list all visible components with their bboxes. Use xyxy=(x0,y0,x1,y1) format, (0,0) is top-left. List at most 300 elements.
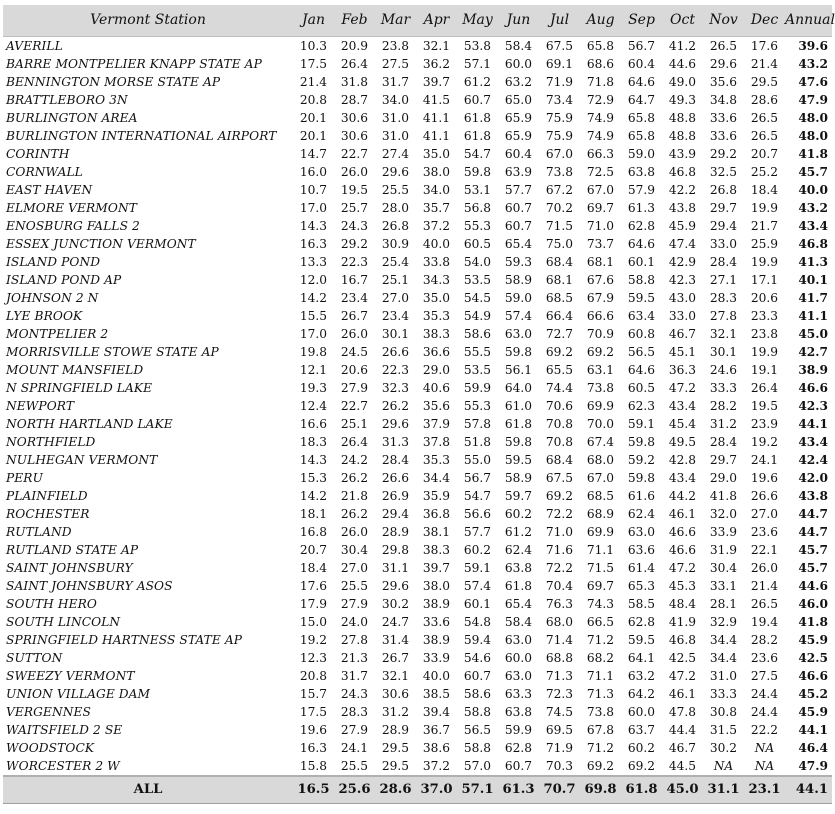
month-value: 65.4 xyxy=(504,596,533,611)
month-value: 20.1 xyxy=(299,128,328,143)
month-value: 54.5 xyxy=(463,290,492,305)
month-value: 65.9 xyxy=(504,110,533,125)
month-value: 19.9 xyxy=(750,344,779,359)
month-value: 66.4 xyxy=(545,308,574,323)
month-value: 35.6 xyxy=(422,398,451,413)
month-value: 45.3 xyxy=(668,578,697,593)
month-value: 67.6 xyxy=(586,272,615,287)
station-name: ROCHESTER xyxy=(6,506,90,521)
month-value: 17.1 xyxy=(750,272,779,287)
month-value: 59.4 xyxy=(463,632,492,647)
total-month-value: 61.8 xyxy=(621,776,662,804)
month-value: 27.0 xyxy=(750,506,779,521)
month-value: 54.7 xyxy=(463,146,492,161)
month-value: 55.5 xyxy=(463,344,492,359)
month-value: 63.4 xyxy=(627,308,656,323)
annual-value: 42.0 xyxy=(798,470,828,485)
month-value: 57.8 xyxy=(463,416,492,431)
month-value: 69.1 xyxy=(545,56,574,71)
month-value: 32.9 xyxy=(709,614,738,629)
month-value: 69.7 xyxy=(586,200,615,215)
month-value: 61.6 xyxy=(627,488,656,503)
month-value: 25.1 xyxy=(340,416,369,431)
header-month: Mar xyxy=(375,5,416,36)
month-value: 64.2 xyxy=(627,686,656,701)
annual-value: 44.1 xyxy=(798,416,828,431)
month-value: 13.3 xyxy=(299,254,328,269)
month-value: 71.3 xyxy=(545,668,574,683)
month-value: 19.5 xyxy=(340,182,369,197)
table-row xyxy=(3,667,832,685)
month-value: 27.5 xyxy=(381,56,410,71)
month-value: 60.5 xyxy=(627,380,656,395)
month-value: 29.8 xyxy=(381,542,410,557)
month-value: 24.0 xyxy=(340,614,369,629)
month-value: 53.1 xyxy=(463,182,492,197)
month-value: 57.4 xyxy=(463,578,492,593)
total-month-value: 61.3 xyxy=(498,776,539,804)
month-value: 60.7 xyxy=(504,218,533,233)
table-header xyxy=(3,5,835,36)
month-value: 36.6 xyxy=(422,344,451,359)
month-value: 28.7 xyxy=(340,92,369,107)
month-value: 42.5 xyxy=(668,650,697,665)
month-value: 40.0 xyxy=(422,236,451,251)
month-value: 17.9 xyxy=(299,596,328,611)
month-value: 74.4 xyxy=(545,380,574,395)
station-name: PLAINFIELD xyxy=(6,488,88,503)
month-value: 33.3 xyxy=(709,380,738,395)
month-value: 71.5 xyxy=(545,218,574,233)
month-value: 14.2 xyxy=(299,488,328,503)
month-value: 24.2 xyxy=(340,452,369,467)
month-value: 44.5 xyxy=(668,758,697,773)
annual-value: 48.0 xyxy=(798,128,828,143)
month-value: 59.5 xyxy=(504,452,533,467)
month-value: 19.8 xyxy=(299,344,328,359)
month-value: 18.3 xyxy=(299,434,328,449)
table-row xyxy=(3,487,832,505)
month-value: 39.4 xyxy=(422,704,451,719)
month-value: 17.6 xyxy=(299,578,328,593)
month-value: 32.3 xyxy=(381,380,410,395)
month-value: 63.7 xyxy=(627,722,656,737)
month-value: 36.3 xyxy=(668,362,697,377)
station-name: NULHEGAN VERMONT xyxy=(6,452,158,467)
month-value: NA xyxy=(754,758,775,773)
month-value: 36.2 xyxy=(422,56,451,71)
table-row xyxy=(3,127,832,145)
month-value: 72.2 xyxy=(545,506,574,521)
station-name: MORRISVILLE STOWE STATE AP xyxy=(6,344,219,359)
annual-value: 39.6 xyxy=(798,38,828,53)
month-value: 31.7 xyxy=(340,668,369,683)
month-value: 34.4 xyxy=(709,632,738,647)
month-value: 14.3 xyxy=(299,218,328,233)
month-value: 41.8 xyxy=(709,488,738,503)
month-value: 19.2 xyxy=(750,434,779,449)
month-value: 10.7 xyxy=(299,182,328,197)
month-value: 74.9 xyxy=(586,128,615,143)
month-value: 60.8 xyxy=(627,326,656,341)
month-value: 47.8 xyxy=(668,704,697,719)
table-row xyxy=(3,469,832,487)
station-name: PERU xyxy=(6,470,43,485)
month-value: 55.3 xyxy=(463,218,492,233)
month-value: 28.3 xyxy=(340,704,369,719)
header-month: Dec xyxy=(744,5,785,36)
month-value: 63.2 xyxy=(627,668,656,683)
month-value: 58.8 xyxy=(463,704,492,719)
month-value: 18.4 xyxy=(750,182,779,197)
month-value: 59.8 xyxy=(504,434,533,449)
month-value: 26.6 xyxy=(750,488,779,503)
month-value: 12.3 xyxy=(299,650,328,665)
month-value: 33.6 xyxy=(422,614,451,629)
month-value: 57.9 xyxy=(627,182,656,197)
month-value: 60.2 xyxy=(627,740,656,755)
month-value: 65.3 xyxy=(627,578,656,593)
month-value: 58.9 xyxy=(504,470,533,485)
month-value: 16.3 xyxy=(299,740,328,755)
month-value: 59.1 xyxy=(463,560,492,575)
month-value: 63.8 xyxy=(627,164,656,179)
month-value: 32.1 xyxy=(422,38,451,53)
month-value: 34.0 xyxy=(422,182,451,197)
month-value: 26.4 xyxy=(340,56,369,71)
month-value: 27.9 xyxy=(340,596,369,611)
month-value: 49.3 xyxy=(668,92,697,107)
month-value: 65.4 xyxy=(504,236,533,251)
total-row xyxy=(3,776,832,804)
month-value: 29.5 xyxy=(381,740,410,755)
table-row xyxy=(3,91,832,109)
station-name: N SPRINGFIELD LAKE xyxy=(6,380,153,395)
month-value: 69.2 xyxy=(586,344,615,359)
month-value: 41.5 xyxy=(422,92,451,107)
station-name: MONTPELIER 2 xyxy=(6,326,109,341)
month-value: 29.4 xyxy=(381,506,410,521)
month-value: 29.2 xyxy=(340,236,369,251)
month-value: 32.0 xyxy=(709,506,738,521)
month-value: 15.7 xyxy=(299,686,328,701)
month-value: 29.6 xyxy=(381,416,410,431)
month-value: 35.9 xyxy=(422,488,451,503)
month-value: 59.2 xyxy=(627,452,656,467)
station-name: NEWPORT xyxy=(6,398,75,413)
month-value: 67.2 xyxy=(545,182,574,197)
month-value: 22.7 xyxy=(340,398,369,413)
station-name: ESSEX JUNCTION VERMONT xyxy=(6,236,196,251)
month-value: 67.0 xyxy=(545,146,574,161)
month-value: 69.9 xyxy=(586,398,615,413)
month-value: 26.8 xyxy=(381,218,410,233)
table-row xyxy=(3,505,832,523)
month-value: 15.8 xyxy=(299,758,328,773)
month-value: 54.8 xyxy=(463,614,492,629)
month-value: 66.5 xyxy=(586,614,615,629)
month-value: 23.3 xyxy=(750,308,779,323)
total-month-value: 37.0 xyxy=(416,776,457,804)
month-value: 44.6 xyxy=(668,56,697,71)
month-value: 75.9 xyxy=(545,110,574,125)
month-value: 71.3 xyxy=(586,686,615,701)
month-value: 34.3 xyxy=(422,272,451,287)
table-row xyxy=(3,721,832,739)
month-value: 30.6 xyxy=(340,110,369,125)
station-name: BRATTLEBORO 3N xyxy=(6,92,128,107)
header-annual: Annual xyxy=(785,5,832,36)
month-value: 42.9 xyxy=(668,254,697,269)
month-value: 33.8 xyxy=(422,254,451,269)
month-value: 26.5 xyxy=(750,128,779,143)
month-value: 29.6 xyxy=(381,164,410,179)
month-value: 27.8 xyxy=(709,308,738,323)
month-value: 19.6 xyxy=(750,470,779,485)
month-value: 61.4 xyxy=(627,560,656,575)
month-value: 54.6 xyxy=(463,650,492,665)
month-value: 74.3 xyxy=(586,596,615,611)
month-value: 15.5 xyxy=(299,308,328,323)
month-value: 59.9 xyxy=(463,380,492,395)
annual-value: 45.9 xyxy=(798,704,828,719)
month-value: 56.1 xyxy=(504,362,533,377)
annual-value: 42.5 xyxy=(798,650,828,665)
month-value: 71.5 xyxy=(586,560,615,575)
month-value: 21.8 xyxy=(340,488,369,503)
month-value: 68.1 xyxy=(545,272,574,287)
month-value: 27.9 xyxy=(340,722,369,737)
table-row xyxy=(3,73,832,91)
month-value: 64.7 xyxy=(627,92,656,107)
month-value: 68.9 xyxy=(586,506,615,521)
table-row xyxy=(3,235,832,253)
month-value: 23.8 xyxy=(750,326,779,341)
month-value: 16.7 xyxy=(340,272,369,287)
month-value: 28.9 xyxy=(381,722,410,737)
station-name: UNION VILLAGE DAM xyxy=(6,686,151,701)
month-value: 19.1 xyxy=(750,362,779,377)
month-value: 38.0 xyxy=(422,164,451,179)
annual-value: 46.4 xyxy=(798,740,828,755)
month-value: 31.9 xyxy=(709,542,738,557)
annual-value: 42.4 xyxy=(798,452,828,467)
station-name: CORINTH xyxy=(6,146,70,161)
station-name: SUTTON xyxy=(6,650,63,665)
header-month: Sep xyxy=(621,5,662,36)
month-value: 32.1 xyxy=(709,326,738,341)
station-name: SAINT JOHNSBURY xyxy=(6,560,133,575)
month-value: 30.2 xyxy=(709,740,738,755)
station-name: BURLINGTON AREA xyxy=(6,110,138,125)
month-value: 21.4 xyxy=(299,74,328,89)
month-value: 73.8 xyxy=(586,704,615,719)
month-value: 30.2 xyxy=(381,596,410,611)
table-row xyxy=(3,199,832,217)
month-value: 60.7 xyxy=(504,200,533,215)
month-value: 20.8 xyxy=(299,92,328,107)
month-value: 60.0 xyxy=(504,650,533,665)
month-value: 62.8 xyxy=(627,614,656,629)
month-value: 56.7 xyxy=(627,38,656,53)
month-value: 69.5 xyxy=(545,722,574,737)
table-row xyxy=(3,325,832,343)
month-value: 22.2 xyxy=(750,722,779,737)
month-value: 71.4 xyxy=(545,632,574,647)
month-value: 63.2 xyxy=(504,74,533,89)
annual-value: 46.0 xyxy=(798,596,828,611)
month-value: 55.3 xyxy=(463,398,492,413)
month-value: 24.6 xyxy=(709,362,738,377)
month-value: 63.0 xyxy=(504,668,533,683)
month-value: 63.1 xyxy=(586,362,615,377)
month-value: 38.5 xyxy=(422,686,451,701)
month-value: 16.6 xyxy=(299,416,328,431)
month-value: 64.6 xyxy=(627,74,656,89)
month-value: 19.4 xyxy=(750,614,779,629)
month-value: 31.0 xyxy=(381,110,410,125)
annual-value: 42.3 xyxy=(798,398,828,413)
month-value: 69.2 xyxy=(545,344,574,359)
month-value: 64.6 xyxy=(627,362,656,377)
station-name: SOUTH LINCOLN xyxy=(6,614,121,629)
table-row xyxy=(3,685,832,703)
month-value: 12.0 xyxy=(299,272,328,287)
month-value: 59.0 xyxy=(627,146,656,161)
month-value: 31.3 xyxy=(381,434,410,449)
month-value: 56.6 xyxy=(463,506,492,521)
annual-value: 41.1 xyxy=(798,308,828,323)
month-value: 25.9 xyxy=(750,236,779,251)
month-value: 60.0 xyxy=(504,56,533,71)
month-value: 25.7 xyxy=(340,200,369,215)
station-name: AVERILL xyxy=(6,38,63,53)
month-value: 34.4 xyxy=(709,650,738,665)
month-value: 17.5 xyxy=(299,704,328,719)
month-value: 31.2 xyxy=(381,704,410,719)
total-month-value: 57.1 xyxy=(457,776,498,804)
month-value: 27.1 xyxy=(709,272,738,287)
month-value: 69.9 xyxy=(586,524,615,539)
month-value: 68.6 xyxy=(586,56,615,71)
month-value: 26.7 xyxy=(381,650,410,665)
month-value: 21.4 xyxy=(750,56,779,71)
month-value: 60.5 xyxy=(463,236,492,251)
month-value: 23.6 xyxy=(750,650,779,665)
month-value: 29.7 xyxy=(709,200,738,215)
table-row xyxy=(3,361,832,379)
station-name: RUTLAND STATE AP xyxy=(6,542,139,557)
month-value: 59.8 xyxy=(504,344,533,359)
month-value: 75.9 xyxy=(545,128,574,143)
month-value: 20.7 xyxy=(299,542,328,557)
month-value: 69.7 xyxy=(586,578,615,593)
month-value: 73.8 xyxy=(545,164,574,179)
month-value: 59.0 xyxy=(504,290,533,305)
month-value: 68.8 xyxy=(545,650,574,665)
month-value: 72.7 xyxy=(545,326,574,341)
month-value: 25.5 xyxy=(340,578,369,593)
month-value: 56.5 xyxy=(463,722,492,737)
month-value: 47.2 xyxy=(668,668,697,683)
month-value: 28.4 xyxy=(709,254,738,269)
table-row xyxy=(3,289,832,307)
month-value: 70.6 xyxy=(545,398,574,413)
month-value: 23.8 xyxy=(381,38,410,53)
month-value: 70.8 xyxy=(545,416,574,431)
month-value: 60.2 xyxy=(504,506,533,521)
month-value: 37.8 xyxy=(422,434,451,449)
month-value: 25.1 xyxy=(381,272,410,287)
month-value: 70.8 xyxy=(545,434,574,449)
annual-value: 45.9 xyxy=(798,632,828,647)
month-value: 60.7 xyxy=(504,758,533,773)
total-month-value: 16.5 xyxy=(293,776,334,804)
month-value: 17.6 xyxy=(750,38,779,53)
month-value: 30.1 xyxy=(709,344,738,359)
month-value: 62.3 xyxy=(627,398,656,413)
month-value: 41.2 xyxy=(668,38,697,53)
month-value: 68.2 xyxy=(586,650,615,665)
station-name: NORTHFIELD xyxy=(6,434,96,449)
month-value: 59.8 xyxy=(463,164,492,179)
month-value: 56.8 xyxy=(463,200,492,215)
month-value: 71.9 xyxy=(545,74,574,89)
month-value: 16.8 xyxy=(299,524,328,539)
month-value: 26.7 xyxy=(340,308,369,323)
month-value: 63.9 xyxy=(504,164,533,179)
annual-value: 47.9 xyxy=(798,92,828,107)
table-row xyxy=(3,649,832,667)
month-value: 67.8 xyxy=(586,722,615,737)
month-value: 69.2 xyxy=(586,758,615,773)
month-value: 26.6 xyxy=(381,344,410,359)
month-value: 73.4 xyxy=(545,92,574,107)
month-value: 33.6 xyxy=(709,128,738,143)
month-value: 27.0 xyxy=(340,560,369,575)
month-value: 22.3 xyxy=(340,254,369,269)
table-row xyxy=(3,397,832,415)
month-value: 60.1 xyxy=(463,596,492,611)
month-value: 20.7 xyxy=(750,146,779,161)
table-row xyxy=(3,181,832,199)
annual-value: 41.8 xyxy=(798,146,828,161)
month-value: 43.4 xyxy=(668,470,697,485)
month-value: 60.2 xyxy=(463,542,492,557)
month-value: 47.4 xyxy=(668,236,697,251)
month-value: 54.0 xyxy=(463,254,492,269)
month-value: 43.9 xyxy=(668,146,697,161)
annual-value: 44.7 xyxy=(798,524,828,539)
header-station: Vermont Station xyxy=(3,5,293,36)
month-value: 24.4 xyxy=(750,704,779,719)
month-value: 35.3 xyxy=(422,308,451,323)
month-value: 45.1 xyxy=(668,344,697,359)
annual-value: 42.7 xyxy=(798,344,828,359)
station-name: ISLAND POND AP xyxy=(6,272,122,287)
month-value: 30.8 xyxy=(709,704,738,719)
month-value: 61.8 xyxy=(504,578,533,593)
month-value: 59.7 xyxy=(504,488,533,503)
month-value: 61.0 xyxy=(504,398,533,413)
month-value: 54.9 xyxy=(463,308,492,323)
month-value: 46.8 xyxy=(668,632,697,647)
month-value: 65.8 xyxy=(627,110,656,125)
annual-value: 40.0 xyxy=(798,182,828,197)
month-value: 61.8 xyxy=(504,416,533,431)
month-value: 47.2 xyxy=(668,560,697,575)
table-row xyxy=(3,36,832,55)
